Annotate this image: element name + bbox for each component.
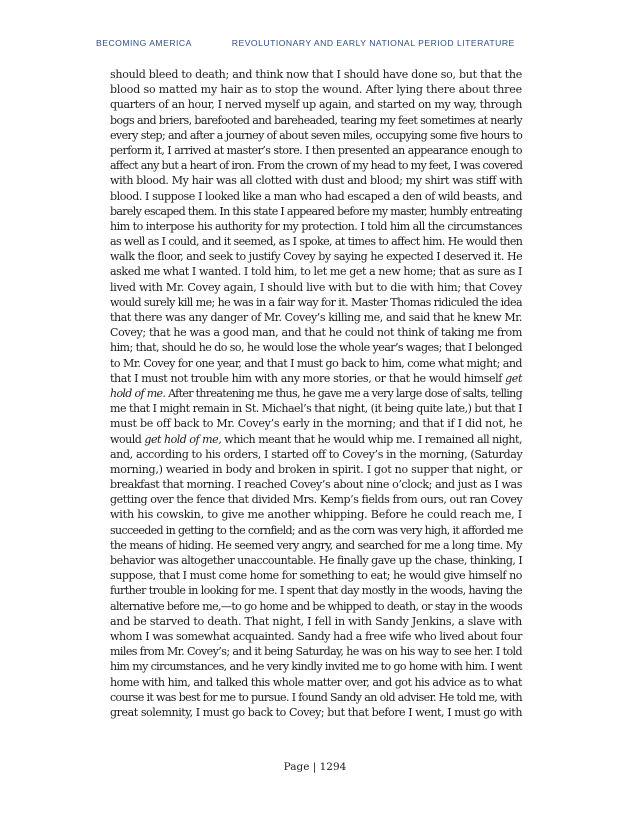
text-segment: bogs and briers, barefooted and bareheaded, tearing my feet sometimes at nearly <box>110 113 522 127</box>
text-line <box>110 629 522 644</box>
text-segment: him my circumstances, and he very kindly invited me to go home with him. I went <box>110 660 522 674</box>
text-line <box>110 371 522 386</box>
text-segment: getting over the fence that divided Mrs. Kemp’s fields from ours, out ran Covey <box>110 493 523 507</box>
text-line <box>110 386 522 401</box>
text-line <box>110 507 522 522</box>
text-segment: lived with Mr. Covey again, I should live with but to die with him; that Covey <box>110 280 522 294</box>
text-segment: and be starved to death. That night, I fell in with Sandy Jenkins, a slave with <box>110 614 522 628</box>
text-line <box>110 568 522 583</box>
text-line <box>110 523 522 538</box>
text-segment: succeeded in getting to the cornfield; and as the corn was very high, it afforded me <box>110 523 523 537</box>
text-segment: him; that, should he do so, he would lose the whole year’s wages; that I belonged <box>110 341 522 355</box>
text-line <box>110 447 522 462</box>
text-segment: course it was best for me to pursue. I found Sandy an old adviser. He told me, with <box>110 690 522 704</box>
running-header <box>96 38 515 48</box>
text-segment: with his cowskin, to give me another whipping. Before he could reach me, I <box>110 508 522 522</box>
text-segment: to Mr. Covey for one year, and that I must go back to him, come what might; and <box>110 356 522 370</box>
text-line <box>110 158 522 173</box>
text-line <box>110 553 522 568</box>
text-segment: should bleed to death; and think now that I should have done so, but that the <box>110 68 522 81</box>
text-segment: would surely kill me; he was in a fair way for it. Master Thomas ridiculed the idea <box>110 295 522 309</box>
text-line <box>110 583 522 598</box>
text-segment: behavior was altogether unaccountable. He finally gave up the chase, thinking, I <box>110 554 523 567</box>
text-line <box>110 82 522 97</box>
body-text <box>110 67 522 720</box>
section-title: REVOLUTIONARY AND EARLY NATIONAL PERIOD LITERATURE <box>231 38 515 48</box>
text-line <box>110 264 522 279</box>
text-segment: After threatening me thus, he gave me a very large dose of salts, telling <box>165 386 522 400</box>
text-line <box>110 401 522 416</box>
text-line <box>110 614 522 629</box>
text-segment: me that I might remain in St. Michael’s that night, (it being quite late,) but that I <box>110 402 522 416</box>
text-line <box>110 295 522 310</box>
text-segment: suppose, that I must come home for something to eat; he would give himself no <box>110 569 522 583</box>
text-line <box>110 113 522 128</box>
text-segment: quarters of an hour, I nerved myself up again, and started on my way, through <box>110 98 522 112</box>
text-segment: walk the floor, and seek to justify Covey by saying he expected I deserved it. He <box>110 250 523 264</box>
text-segment: that I must not trouble him with any more stories, or that he would himself <box>110 371 506 385</box>
text-line <box>110 128 522 143</box>
text-line <box>110 189 522 204</box>
text-line <box>110 432 522 447</box>
text-segment: and, according to his orders, I started off to Covey’s in the morning, (Saturday <box>110 447 523 461</box>
text-line <box>110 492 522 507</box>
text-line <box>110 219 522 234</box>
text-line <box>110 599 522 614</box>
text-line <box>110 538 522 553</box>
text-segment: the means of hiding. He seemed very angry, and searched for me a long time. My <box>110 538 522 552</box>
text-segment: further trouble in looking for me. I spent that day mostly in the woods, having the <box>110 584 522 598</box>
text-segment: as well as I could, and it seemed, as I spoke, at times to affect him. He would then <box>110 235 523 249</box>
text-segment: with blood. My hair was all clotted with dust and blood; my shirt was stiff with <box>110 174 523 188</box>
text-segment: barely escaped them. In this state I appeared before my master, humbly entreating <box>110 204 522 218</box>
text-line <box>110 416 522 431</box>
text-segment: affect any but a heart of iron. From the crown of my head to my feet, I was covered <box>110 159 523 173</box>
text-line <box>110 97 522 112</box>
text-segment: blood. I suppose I looked like a man who had escaped a den of wild beasts, and <box>110 189 522 203</box>
text-segment: must be off back to Mr. Covey’s early in the morning; and that if I did not, he <box>110 417 523 431</box>
text-line <box>110 143 522 158</box>
text-segment: Covey; that he was a good man, and that he could not think of taking me from <box>110 326 522 340</box>
text-segment: him to interpose his authority for my protection. I told him all the circumstances <box>110 219 522 233</box>
text-segment: blood so matted my hair as to stop the wound. After lying there about three <box>110 83 522 97</box>
text-line <box>110 675 522 690</box>
text-segment: breakfast that morning. I reached Covey’s about nine o’clock; and just as I was <box>110 478 522 492</box>
text-segment: home with him, and talked this whole matter over, and got his advice as to what <box>110 675 522 689</box>
text-line <box>110 249 522 264</box>
text-segment: great solemnity, I must go back to Covey; but that before I went, I must go with <box>110 705 522 719</box>
text-segment: asked me what I wanted. I told him, to let me get a new home; that as sure as I <box>110 265 522 279</box>
book-title: BECOMING AMERICA <box>96 38 192 48</box>
text-segment: that there was any danger of Mr. Covey’s killing me, and said that he knew Mr. <box>110 311 522 324</box>
text-segment: morning,) wearied in body and broken in spirit. I got no supper that night, or <box>110 462 522 476</box>
text-segment: which meant that he would whip me. I remained all night, <box>221 432 522 446</box>
italic-text: get hold of me, <box>144 432 222 446</box>
text-segment: every step; and after a journey of about seven miles, occupying some five hours to <box>110 128 523 142</box>
text-segment: alternative before me,—to go home and be whipped to death, or stay in the woods <box>110 599 522 613</box>
text-segment: would <box>110 432 145 446</box>
text-line <box>110 340 522 355</box>
italic-text: hold of me. <box>110 386 166 400</box>
text-line <box>110 173 522 188</box>
text-line <box>110 705 522 720</box>
text-line <box>110 690 522 705</box>
italic-text: get <box>505 371 522 385</box>
text-line <box>110 67 522 82</box>
text-line <box>110 325 522 340</box>
text-line <box>110 310 522 325</box>
text-line <box>110 644 522 659</box>
text-line <box>110 356 522 371</box>
text-line <box>110 477 522 492</box>
text-line <box>110 280 522 295</box>
text-line <box>110 204 522 219</box>
text-line <box>110 659 522 674</box>
text-segment: whom I was somewhat acquainted. Sandy had a free wife who lived about four <box>110 629 522 643</box>
text-segment: miles from Mr. Covey’s; and it being Saturday, he was on his way to see her. I told <box>110 645 522 659</box>
text-segment: perform it, I arrived at master’s store. I then presented an appearance enough to <box>110 143 522 157</box>
text-line <box>110 234 522 249</box>
text-line <box>110 462 522 477</box>
page-number: Page | 1294 <box>283 761 347 773</box>
